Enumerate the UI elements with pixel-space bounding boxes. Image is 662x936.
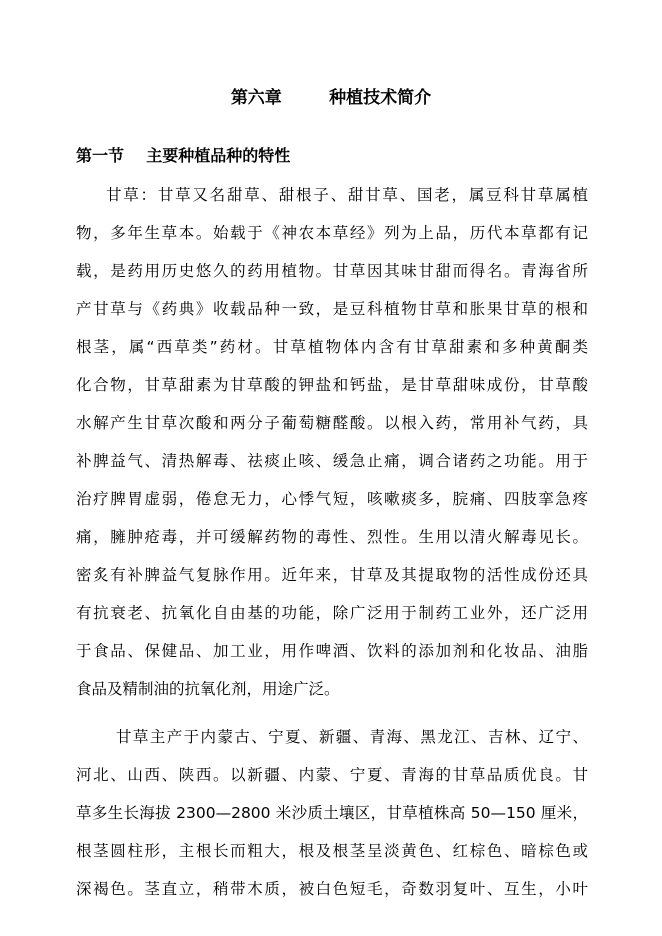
text-line: 甘草：甘草又名甜草、甜根子、甜甘草、国老，属豆科甘草属植 [106, 186, 588, 204]
text-line: 化合物，甘草甜素为甘草酸的钾盐和钙盐，是甘草甜味成份，甘草酸 [76, 376, 588, 394]
text-line: 草多生长海拔 2300—2800 米沙质土壤区，甘草植株高 50—150 厘米， [76, 804, 588, 822]
text-line: 治疗脾胃虚弱，倦怠无力，心悸气短，咳嗽痰多，脘痛、四肢挛急疼 [76, 490, 588, 508]
text-line: 根茎圆柱形，主根长而粗大，根及根茎呈淡黄色、红棕色、暗棕色或 [76, 842, 588, 860]
section-heading: 第一节 主要种植品种的特性 [76, 146, 291, 165]
text-line: 食品及精制油的抗氧化剂，用途广泛。 [76, 680, 340, 698]
text-line: 密炙有补脾益气复脉作用。近年来，甘草及其提取物的活性成份还具 [76, 566, 588, 584]
text-line: 甘草主产于内蒙古、宁夏、新疆、青海、黑龙江、吉林、辽宁、 [116, 728, 588, 746]
text-line: 载，是药用历史悠久的药用植物。甘草因其味甘甜而得名。青海省所 [76, 262, 588, 280]
text-line: 补脾益气、清热解毒、祛痰止咳、缓急止痛，调合诸药之功能。用于 [76, 452, 588, 470]
text-line: 痛，臃肿疮毒，并可缓解药物的毒性、烈性。生用以清火解毒见长。 [76, 528, 588, 546]
text-line: 河北、山西、陕西。以新疆、内蒙、宁夏、青海的甘草品质优良。甘 [76, 766, 588, 784]
text-line: 物，多年生草本。始载于《神农本草经》列为上品，历代本草都有记 [76, 224, 588, 242]
text-line: 深褐色。茎直立，稍带木质，被白色短毛，奇数羽复叶、互生，小叶 [76, 880, 588, 898]
text-line: 有抗衰老、抗氧化自由基的功能，除广泛用于制药工业外，还广泛用 [76, 604, 588, 622]
text-line: 于食品、保健品、加工业，用作啤酒、饮料的添加剂和化妆品、油脂 [76, 642, 588, 660]
text-line: 产甘草与《药典》收载品种一致，是豆科植物甘草和胀果甘草的根和 [76, 300, 588, 318]
text-line: 水解产生甘草次酸和两分子葡萄糖醛酸。以根入药，常用补气药，具 [76, 414, 588, 432]
text-line: 根茎，属“西草类”药材。甘草植物体内含有甘草甜素和多种黄酮类 [76, 338, 588, 356]
chapter-title: 第六章 种植技术简介 [230, 88, 432, 108]
